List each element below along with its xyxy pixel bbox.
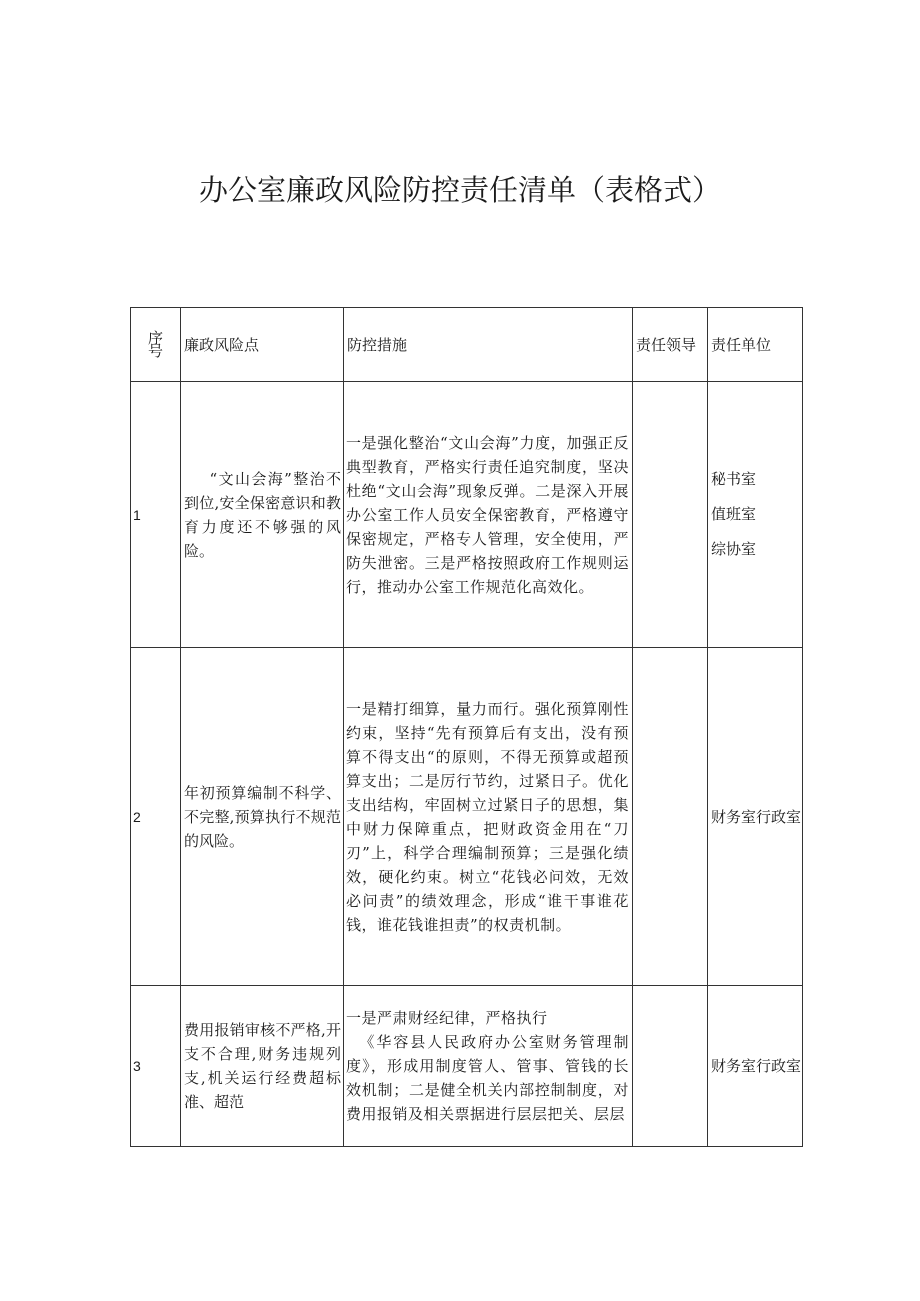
table-row	[131, 648, 803, 986]
page-title: 办公室廉政风险防控责任清单（表格式）	[198, 173, 721, 207]
responsible-unit	[708, 382, 803, 648]
unit-name: 值班室	[711, 505, 757, 523]
header-risk: 廉政风险点	[181, 308, 344, 382]
table-row	[131, 382, 803, 648]
responsible-leader	[633, 986, 708, 1147]
risk-point: 年初预算编制不科学、不完整,预算执行不规范的风险。	[181, 648, 344, 986]
row-number: 3	[131, 986, 181, 1147]
measures-first-line: 一是严肃财经纪律，严格执行	[346, 1009, 548, 1027]
risk-point: 费用报销审核不严格,开支不合理,财务违规列支,机关运行经费超标准、超范	[181, 986, 344, 1147]
row-number: 1	[131, 382, 181, 648]
table-row	[131, 986, 803, 1147]
responsible-leader	[633, 648, 708, 986]
header-seq-label: 序号	[147, 328, 163, 360]
unit-name: 秘书室	[711, 470, 757, 488]
risk-point: “文山会海”整治不到位,安全保密意识和教育力度还不够强的风险。	[181, 382, 344, 648]
unit-name: 综协室	[711, 540, 757, 558]
header-seq	[131, 308, 181, 382]
risk-table	[130, 307, 803, 1147]
header-leader: 责任领导	[633, 308, 708, 382]
control-measures: 一是精打细算，量力而行。强化预算刚性约束，坚持“先有预算后有支出，没有预算不得支出“的原则，不得无预算或超预算支出；二是厉行节约，过紧日子。优化支出结构，牢固树立过紧日子的思想，集中财力保障重点，把财政资金用在“刀刃”上，科学合理编制预算；三是强化绩效，硬化约束。树立“花钱必问效，无效必问责”的绩效理念，形成“谁干事谁花钱，谁花钱谁担责”的权责机制。	[344, 648, 633, 986]
responsible-unit: 财务室行政室	[708, 648, 803, 986]
header-unit: 责任单位	[708, 308, 803, 382]
measures-continued: 《华容县人民政府办公室财务管理制度》，形成用制度管人、管事、管钱的长效机制；二是健全机关内部控制制度，对费用报销及相关票据进行层层把关、层层	[346, 1033, 629, 1123]
responsible-leader	[633, 382, 708, 648]
header-measures: 防控措施	[344, 308, 633, 382]
row-number: 2	[131, 648, 181, 986]
control-measures: 一是强化整治“文山会海”力度，加强正反典型教育，严格实行责任追究制度，坚决杜绝“文山会海”现象反弹。二是深入开展办公室工作人员安全保密教育，严格遵守保密规定，严格专人管理，安全使用，严防失泄密。三是严格按照政府工作规则运行，推动办公室工作规范化高效化。	[344, 382, 633, 648]
responsible-unit: 财务室行政室	[708, 986, 803, 1147]
control-measures	[344, 986, 633, 1147]
table-header-row	[131, 308, 803, 382]
